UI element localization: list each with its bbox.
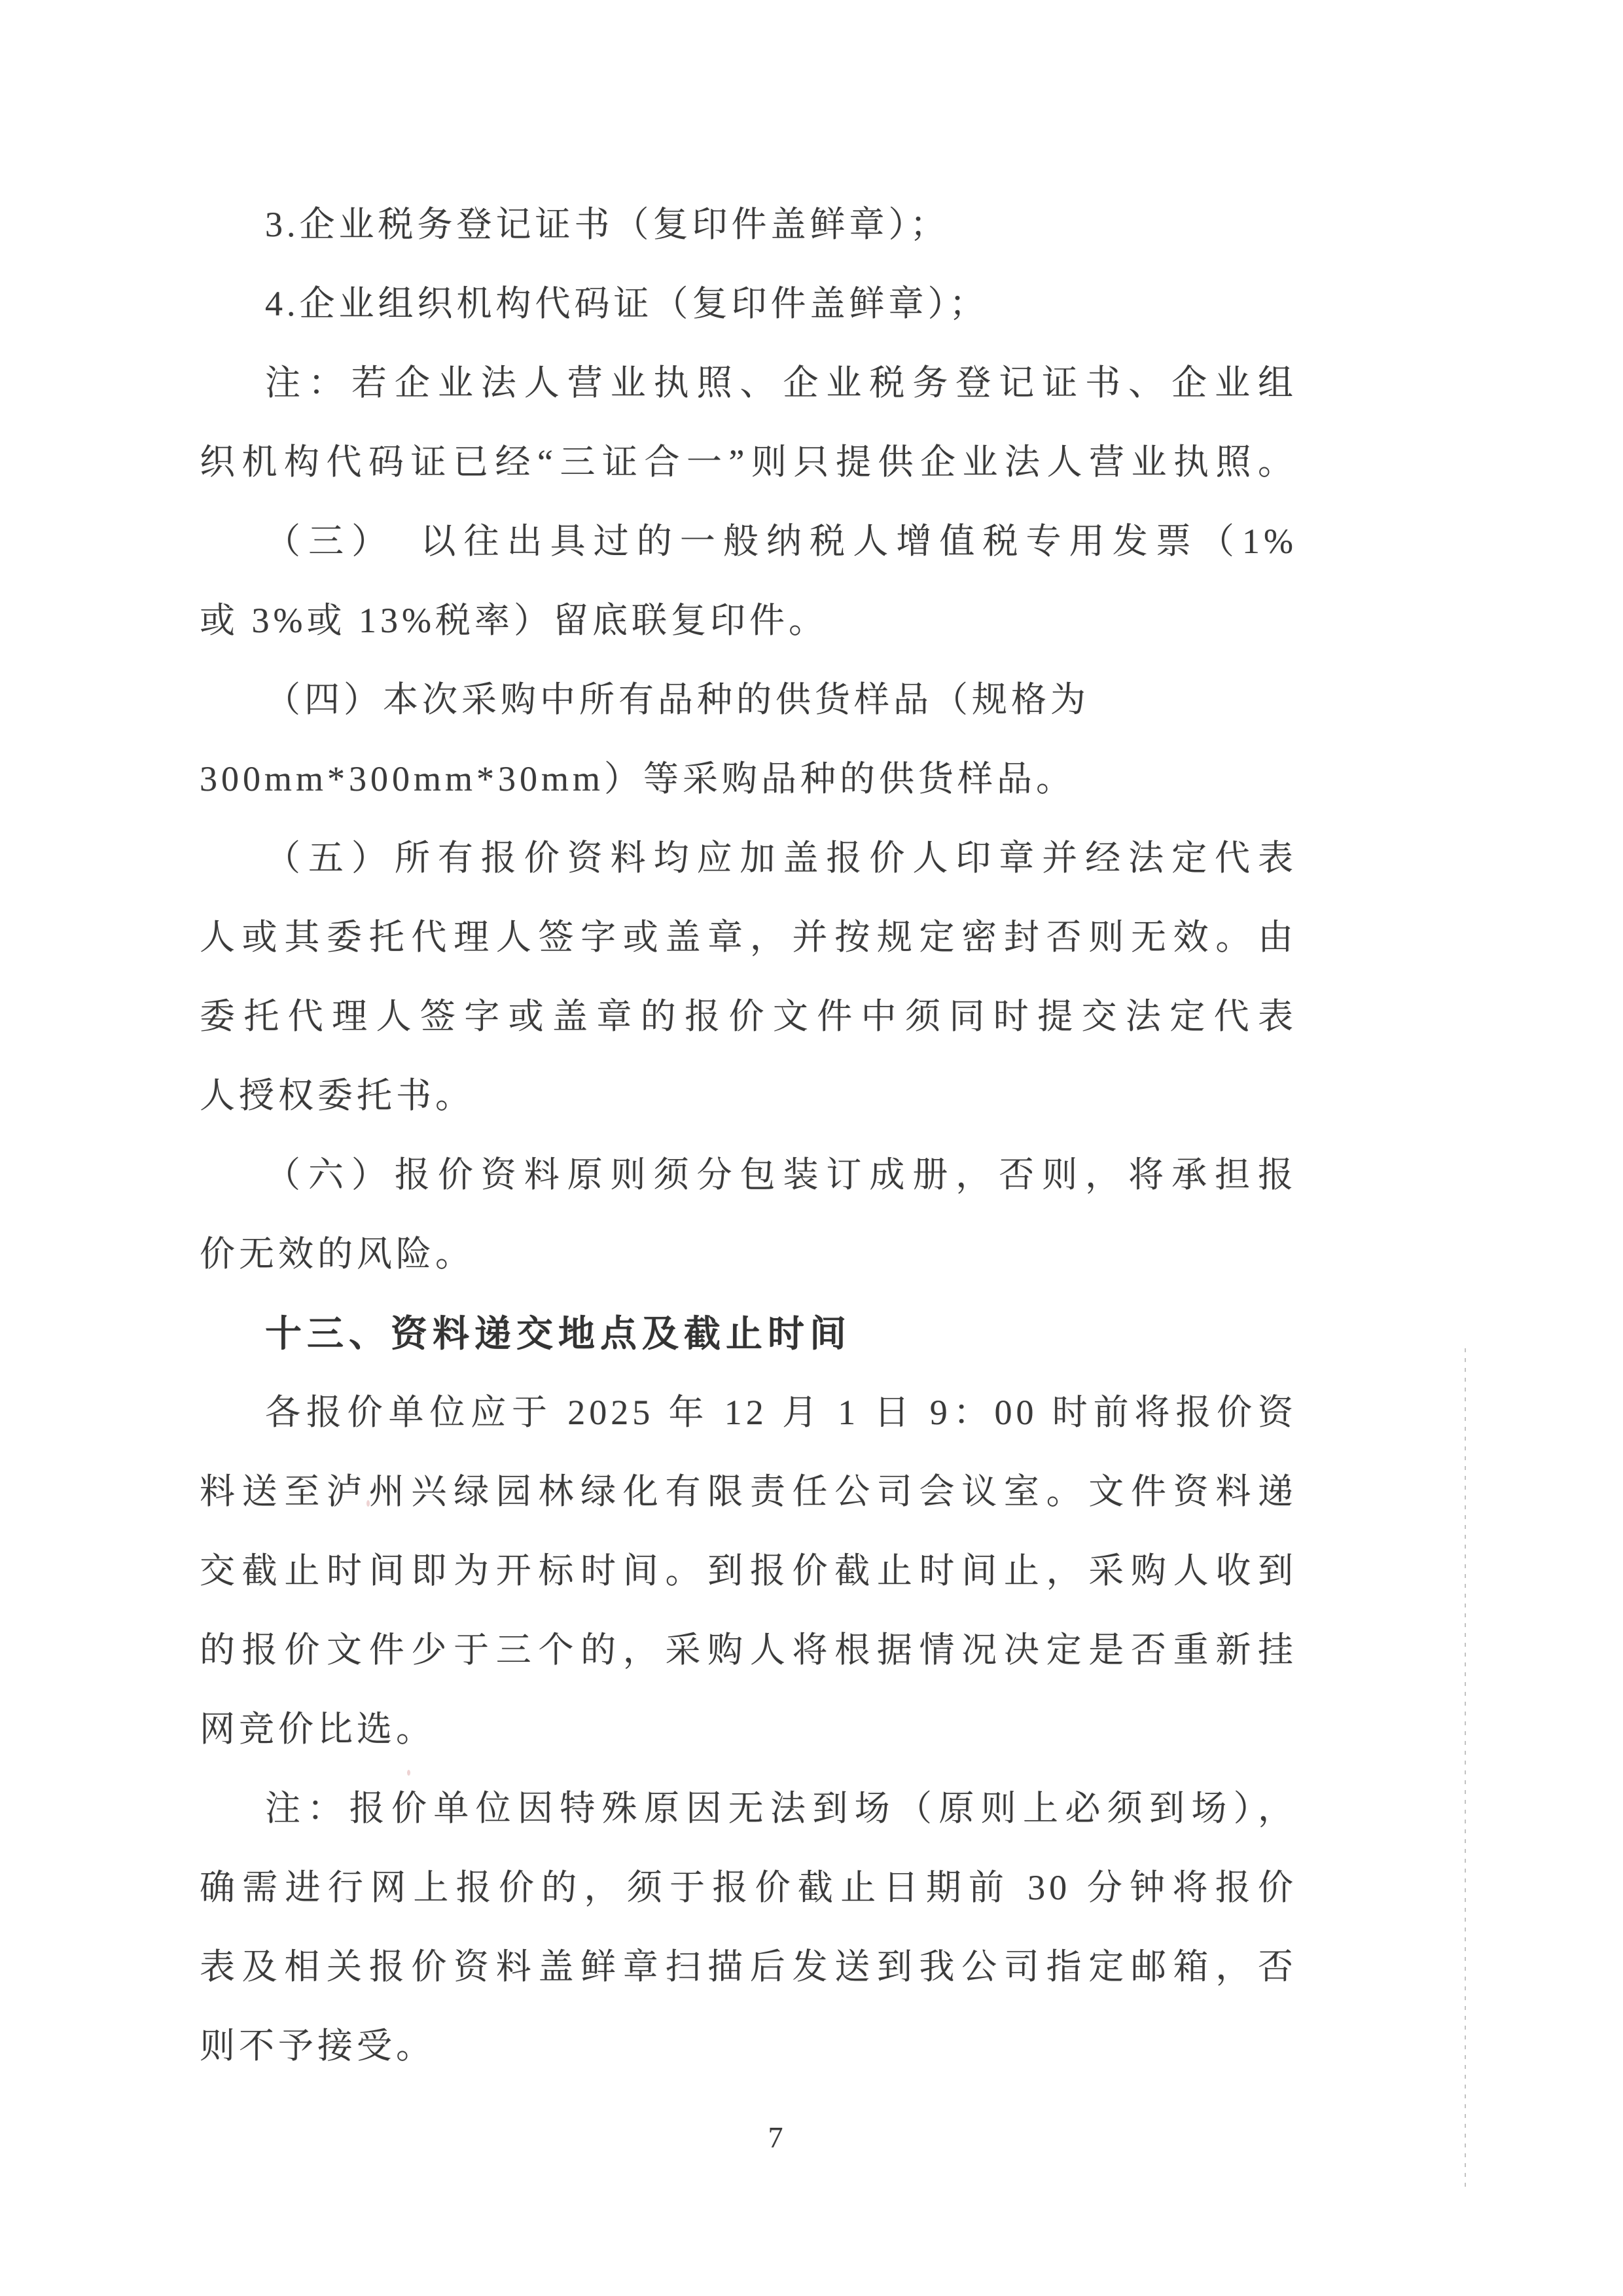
text-line: 网竞价比选。 <box>200 1710 435 1749</box>
text-line: 表及相关报价资料盖鲜章扫描后发送到我公司指定邮箱，否 <box>200 1947 1297 1986</box>
section-heading: 十三、资料递交地点及截止时间 <box>265 1313 851 1354</box>
text-line: 价无效的风险。 <box>200 1234 474 1274</box>
text-line: 料送至泸州兴绿园林绿化有限责任公司会议室。文件资料递 <box>200 1472 1297 1511</box>
text-line: 注：若企业法人营业执照、企业税务登记证书、企业组 <box>265 363 1297 403</box>
scan-artifact-vertical-line <box>1465 1348 1466 2193</box>
text-line: 委托代理人签字或盖章的报价文件中须同时提交法定代表 <box>200 997 1297 1036</box>
text-line: （三） 以往出具过的一般纳税人增值税专用发票（1% <box>265 522 1297 561</box>
text-line: 注：报价单位因特殊原因无法到场（原则上必须到场）， <box>265 1789 1297 1828</box>
text-line: 确需进行网上报价的，须于报价截止日期前 30 分钟将报价 <box>200 1868 1297 1907</box>
scan-speck <box>366 1500 370 1507</box>
text-line: 织机构代码证已经“三证合一”则只提供企业法人营业执照。 <box>200 442 1297 482</box>
document-body <box>200 185 1297 2086</box>
text-line: （四）本次采购中所有品种的供货样品（规格为 <box>265 680 1090 719</box>
text-line: 交截止时间即为开标时间。到报价截止时间止，采购人收到 <box>200 1551 1297 1590</box>
text-line: （五）所有报价资料均应加盖报价人印章并经法定代表 <box>265 838 1297 878</box>
text-line: 人授权委托书。 <box>200 1076 474 1115</box>
text-line: 4.企业组织机构代码证（复印件盖鲜章）； <box>265 284 989 323</box>
text-line: 人或其委托代理人签字或盖章，并按规定密封否则无效。由 <box>200 918 1297 957</box>
text-line: 各报价单位应于 2025 年 12 月 1 日 9：00 时前将报价资 <box>265 1393 1297 1432</box>
text-line: （六）报价资料原则须分包装订成册，否则，将承担报 <box>265 1155 1297 1194</box>
scan-speck <box>427 1562 429 1566</box>
text-line: 300mm*300mm*30mm）等采购品种的供货样品。 <box>200 759 1076 798</box>
text-line: 则不予接受。 <box>200 2026 435 2066</box>
text-line: 或 3%或 13%税率）留底联复印件。 <box>200 601 828 640</box>
page-number: 7 <box>768 2121 783 2154</box>
text-line: 3.企业税务登记证书（复印件盖鲜章）； <box>265 205 950 244</box>
text-line: 的报价文件少于三个的，采购人将根据情况决定是否重新挂 <box>200 1630 1297 1670</box>
scan-speck <box>407 1770 410 1776</box>
